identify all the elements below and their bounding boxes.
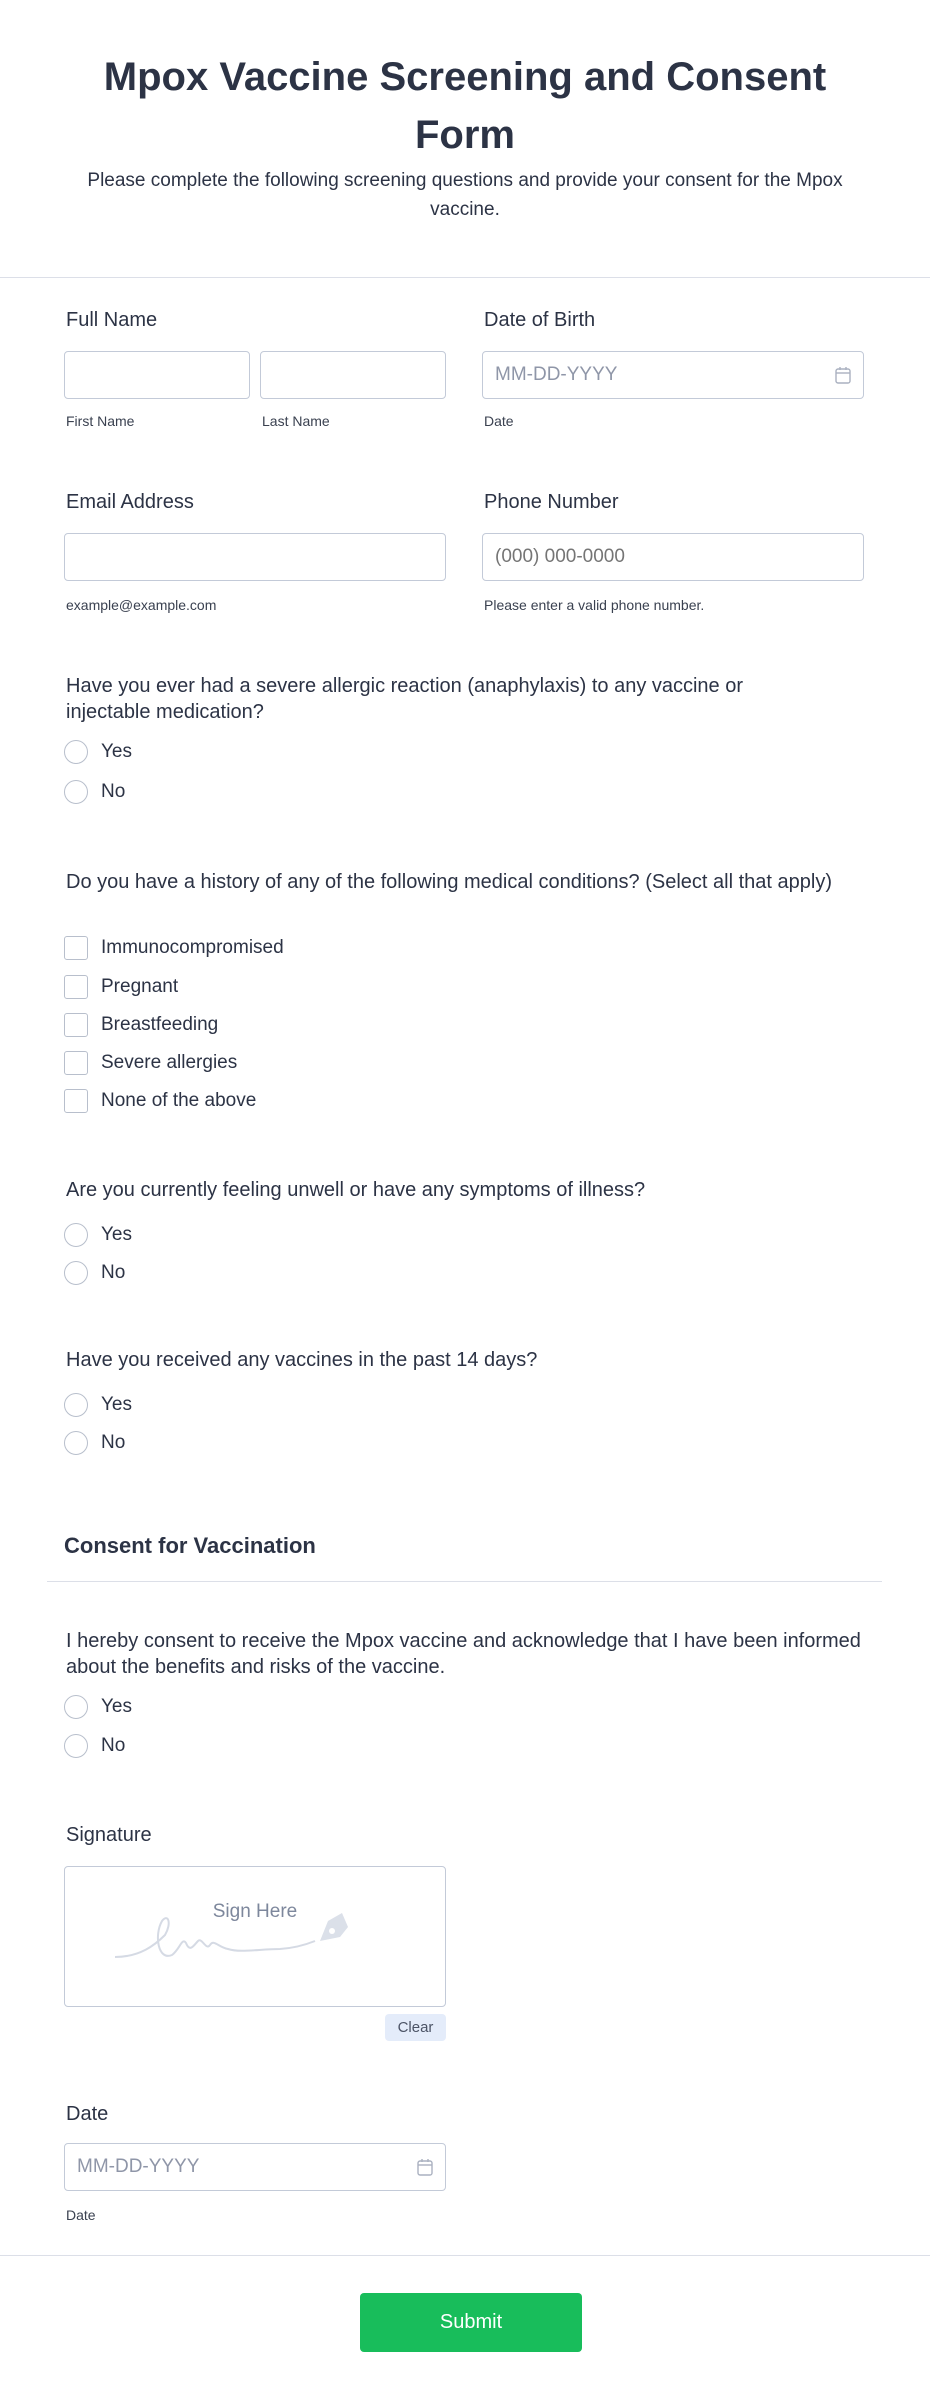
condition-option[interactable]: None of the above xyxy=(64,1089,256,1113)
unwell-no-option[interactable]: No xyxy=(64,1261,125,1285)
consent-divider xyxy=(47,1581,882,1582)
signature-label: Signature xyxy=(66,1824,152,1846)
unwell-yes-option[interactable]: Yes xyxy=(64,1223,132,1247)
consent-heading: Consent for Vaccination xyxy=(64,1533,316,1558)
consent-question: I hereby consent to receive the Mpox vaccine and acknowledge that I have been informed about the benefits and risks of the vaccine. xyxy=(66,1630,861,1678)
first-name-sublabel: First Name xyxy=(66,413,135,429)
last-name-sublabel: Last Name xyxy=(262,413,330,429)
checkbox[interactable] xyxy=(64,1051,88,1075)
recent-vaccines-yes-option[interactable]: Yes xyxy=(64,1393,132,1417)
signature-pad[interactable] xyxy=(64,1866,446,2007)
condition-option[interactable]: Immunocompromised xyxy=(64,936,284,960)
date-sublabel: Date xyxy=(66,2207,96,2223)
radio[interactable] xyxy=(64,740,88,764)
date-placeholder: MM-DD-YYYY xyxy=(77,2156,200,2177)
conditions-question: Do you have a history of any of the following medical conditions? (Select all that apply) xyxy=(66,871,832,893)
unwell-question: Are you currently feeling unwell or have any symptoms of illness? xyxy=(66,1179,646,1201)
last-name-input[interactable] xyxy=(260,351,446,399)
header-divider xyxy=(0,277,930,278)
footer-divider xyxy=(0,2255,930,2256)
phone-label: Phone Number xyxy=(484,491,619,513)
radio[interactable] xyxy=(64,1223,88,1247)
dob-placeholder: MM-DD-YYYY xyxy=(495,364,618,385)
dob-sublabel: Date xyxy=(484,413,514,429)
calendar-icon[interactable] xyxy=(835,366,851,384)
condition-option[interactable]: Breastfeeding xyxy=(64,1013,218,1037)
phone-input[interactable] xyxy=(482,533,864,581)
allergy-no-option[interactable]: No xyxy=(64,780,125,804)
email-sublabel: example@example.com xyxy=(66,597,217,613)
radio[interactable] xyxy=(64,780,88,804)
date-input[interactable] xyxy=(64,2143,446,2191)
checkbox[interactable] xyxy=(64,936,88,960)
checkbox[interactable] xyxy=(64,1013,88,1037)
recent-vaccines-no-option[interactable]: No xyxy=(64,1431,125,1455)
radio[interactable] xyxy=(64,1261,88,1285)
radio[interactable] xyxy=(64,1393,88,1417)
checkbox[interactable] xyxy=(64,1089,88,1113)
radio[interactable] xyxy=(64,1431,88,1455)
condition-option[interactable]: Severe allergies xyxy=(64,1051,237,1075)
email-label: Email Address xyxy=(66,491,194,513)
radio[interactable] xyxy=(64,1734,88,1758)
submit-button[interactable]: Submit xyxy=(360,2293,582,2352)
phone-sublabel: Please enter a valid phone number. xyxy=(484,597,705,613)
clear-signature-button[interactable]: Clear xyxy=(385,2014,446,2041)
consent-no-option[interactable]: No xyxy=(64,1734,125,1758)
calendar-icon[interactable] xyxy=(417,2158,433,2176)
condition-option[interactable]: Pregnant xyxy=(64,975,178,999)
signature-pen-icon xyxy=(110,1905,410,1975)
email-input[interactable] xyxy=(64,533,446,581)
consent-yes-option[interactable]: Yes xyxy=(64,1695,132,1719)
form-subtitle: Please complete the following screening questions and provide your consent for the Mpox vaccine. xyxy=(87,170,843,220)
radio[interactable] xyxy=(64,1695,88,1719)
dob-label: Date of Birth xyxy=(484,309,596,331)
date-label: Date xyxy=(66,2103,109,2125)
sign-here-placeholder: Sign Here xyxy=(212,1901,298,1922)
form-title: Mpox Vaccine Screening and Consent Form xyxy=(103,55,827,157)
allergy-question: Have you ever had a severe allergic reaction (anaphylaxis) to any vaccine or injectable medication? xyxy=(66,675,744,723)
dob-input[interactable] xyxy=(482,351,864,399)
full-name-label: Full Name xyxy=(66,309,158,331)
first-name-input[interactable] xyxy=(64,351,250,399)
checkbox[interactable] xyxy=(64,975,88,999)
allergy-yes-option[interactable]: Yes xyxy=(64,740,132,764)
recent-vaccines-question: Have you received any vaccines in the past 14 days? xyxy=(66,1349,538,1371)
